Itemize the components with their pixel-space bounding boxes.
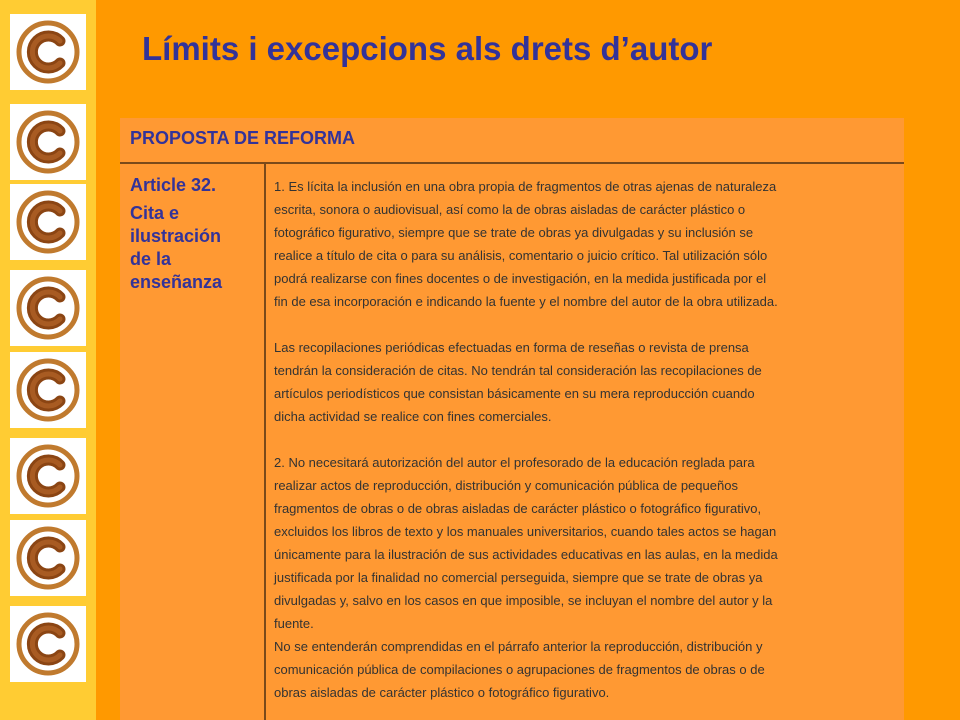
- article-label-cell: [130, 174, 258, 294]
- article-text-line: fuente.: [274, 616, 314, 631]
- column-divider: [264, 164, 266, 720]
- article-title-line: Cita e: [130, 203, 180, 223]
- table-header-label: PROPOSTA DE REFORMA: [130, 128, 356, 148]
- article-text-line: tendrán la consideración de citas. No tendrán tal consideración las recopilaciones de: [274, 363, 762, 378]
- paragraph-spacer: [274, 313, 900, 336]
- table-header: [120, 118, 904, 164]
- article-text-line: dicha actividad se realice con fines comerciales.: [274, 409, 552, 424]
- article-text-line: comunicación pública de compilaciones o agrupaciones de fragmentos de obras o de: [274, 662, 765, 677]
- article-text-line: obras aisladas de carácter plástico o fotográfico figurativo.: [274, 685, 610, 700]
- article-text-line: fragmentos de obras o de obras aisladas de carácter plástico o fotográfico figurativo,: [274, 501, 762, 516]
- article-text-line: excluidos los libros de texto y los manuales universitarios, cuando tales actos se hagan: [274, 524, 777, 539]
- article-text-cell: [274, 175, 900, 704]
- copyright-c-icon: [10, 270, 86, 346]
- paragraph-spacer: [274, 428, 900, 451]
- article-text-line: divulgadas y, salvo en los casos en que imposible, se incluyan el nombre del autor y la: [274, 593, 773, 608]
- article-text-line: justificada por la finalidad no comercial perseguida, siempre que se trate de obras ya: [274, 570, 763, 585]
- article-text-line: fin de esa incorporación e indicando la fuente y el nombre del autor de la obra utilizada.: [274, 294, 778, 309]
- copyright-c-icon: [10, 14, 86, 90]
- article-text-line: No se entenderán comprendidas en el párrafo anterior la reproducción, distribución y: [274, 639, 763, 654]
- article-text-line: 2. No necesitará autorización del autor el profesorado de la educación reglada para: [274, 455, 755, 470]
- copyright-c-icon: [10, 606, 86, 682]
- reform-table: [120, 118, 904, 720]
- article-text-line: realice a título de cita o para su análisis, comentario o juicio crítico. Tal utilización sólo: [274, 248, 768, 263]
- article-text-line: escrita, sonora o audiovisual, así como la de obras aisladas de carácter plástico o: [274, 202, 746, 217]
- article-text-line: fotográfico figurativo, siempre que se trate de obras ya divulgadas y su inclusión se: [274, 225, 754, 240]
- slide-title: Límits i excepcions als drets d’autor: [142, 30, 713, 67]
- article-text-line: Las recopilaciones periódicas efectuadas en forma de reseñas o revista de prensa: [274, 340, 749, 355]
- copyright-c-icon: [10, 520, 86, 596]
- article-title-line: ilustración: [130, 226, 222, 246]
- copyright-c-icon: [10, 438, 86, 514]
- article-text-line: 1. Es lícita la inclusión en una obra propia de fragmentos de otras ajenas de naturaleza: [274, 179, 777, 194]
- copyright-c-icon: [10, 352, 86, 428]
- copyright-c-icon: [10, 184, 86, 260]
- article-number: Article 32.: [130, 175, 217, 195]
- left-logo-strip: [0, 0, 96, 720]
- article-text-line: únicamente para la ilustración de sus actividades educativas en las aulas, en la medida: [274, 547, 778, 562]
- article-text-line: realizar actos de reproducción, distribución y comunicación pública de pequeños: [274, 478, 738, 493]
- copyright-c-icon: [10, 104, 86, 180]
- article-text-line: podrá realizarse con fines docentes o de investigación, en la medida justificada por el: [274, 271, 767, 286]
- article-title-line: de la: [130, 249, 172, 269]
- article-title-line: enseñanza: [130, 272, 223, 292]
- article-text-line: artículos periodísticos que consistan básicamente en su mera reproducción cuando: [274, 386, 755, 401]
